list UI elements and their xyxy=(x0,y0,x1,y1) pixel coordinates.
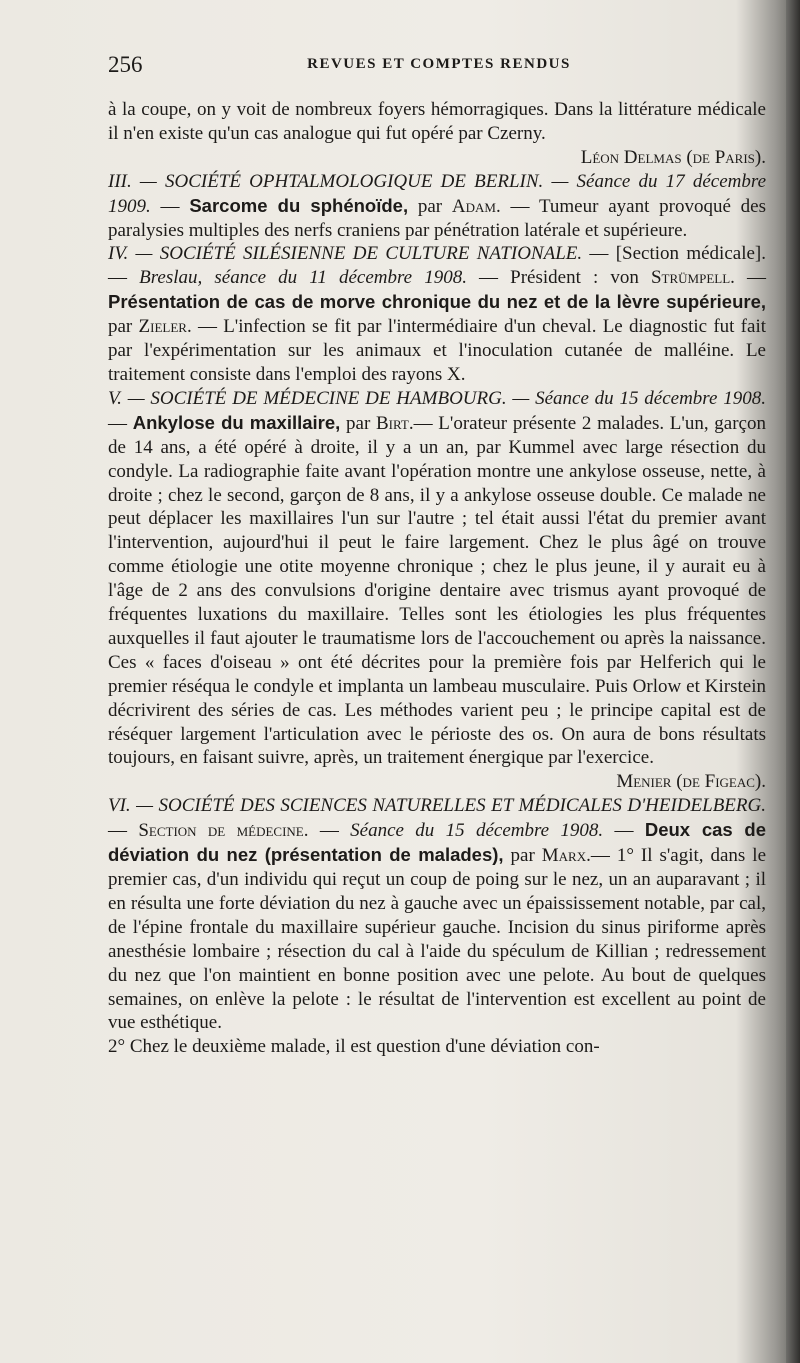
text-run: — xyxy=(150,195,190,217)
text-run: Adam. xyxy=(451,195,501,217)
text-run: par xyxy=(108,316,139,338)
text-run: — xyxy=(108,412,133,434)
text-run: Présentation de cas de morve chronique du nez et de la lèvre supérieure, xyxy=(108,291,766,313)
paragraph xyxy=(108,170,766,243)
running-head: REVUES ET COMPTES RENDUS xyxy=(307,56,571,72)
text-run: — Tumeur ayant provoqué des paralysies multiples des nerfs craniens par pénétration latérale et supérieure. xyxy=(108,195,767,241)
text-run: — xyxy=(108,820,139,842)
text-run: Zieler. xyxy=(138,316,192,338)
text-run: — xyxy=(308,820,351,842)
text-run: Deux cas de déviation du nez (présentation de malades), xyxy=(108,819,767,866)
text-run: Marx. xyxy=(541,845,591,867)
text-run: Menier (de Figeac). xyxy=(616,771,766,793)
text-run: V. — SOCIÉTÉ DE MÉDECINE DE HAMBOURG. — Séance du 15 décembre 1908. xyxy=(108,387,766,409)
text-run: — L'orateur présente 2 malades. L'un, garçon de 14 ans, a été opéré à droite, il y a un an, par Kummel avec large résection du condyle. La radiographie faite avant l'opération montre une ankylose osseuse, nette, à droite ; chez le second, garçon de 8 ans, il y a ankylose osseuse double. Ce malade ne peut déplacer les maxillaires l'un sur l'autre ; tel était aussi l'état du premier avant l'intervention, aujourd'hui il peut le faire largement. Chez le plus âgé on trouve comme étiologie une otite moyenne chronique ; chez le plus jeune, il y aurait eu à l'âge de 2 ans des convulsions d'origine dentaire avec trismus ayant provoqué de fréquentes luxations du maxillaire. Telles sont les étiologies les plus fréquentes auxquelles il faut ajouter le traumatisme lors de l'accouchement ou après la naissance. Ces « faces d'oiseau » ont été décrites pour la première fois par Helferich qui le premier réséqua le condyle et implanta un lambeau musculaire. Puis Orlow et Kirstein décrivirent des séries de cas. Les méthodes varient peu ; le principe capital est de réséquer largement l'articulation avec le périoste des os. On aura de bons résultats toujours, en faisant suivre, après, un traitement énergique par l'exercice. xyxy=(108,412,766,769)
page-binding-shadow xyxy=(786,0,800,1363)
text-run: VI. — SOCIÉTÉ DES SCIENCES NATURELLES ET MÉDICALES D'HEIDELBERG. xyxy=(108,795,766,817)
text-run: — [Section médicale]. — xyxy=(108,243,766,289)
text-run: par xyxy=(340,412,376,434)
paragraph xyxy=(108,98,766,146)
paragraph xyxy=(108,1035,766,1059)
text-run: — xyxy=(734,267,767,289)
text-run: Ankylose du maxillaire, xyxy=(132,411,341,433)
text-run: par xyxy=(408,195,452,217)
text-run: Breslau, séance du 11 décembre 1908. xyxy=(139,267,467,289)
text-run: — 1° Il s'agit, dans le premier cas, d'un individu qui reçut un coup de poing sur le nez, un an auparavant ; il en résulta une forte déviation du nez à gauche avec un épaississement notable, par cal, de l'épine frontale du maxillaire supérieur gauche. Incision du sinus piriforme après anesthésie lombaire ; résection du cal à l'aide du spéculum de Killian ; redressement du nez que l'on maintient en bonne position avec une pelote. Au bout de quelques semaines, on enlève la pelote : le résultat de l'intervention est excellent au point de vue esthétique. xyxy=(108,845,766,1034)
page-header xyxy=(108,52,770,82)
paragraph xyxy=(108,770,766,794)
text-run: — L'infection se fit par l'intermédiaire d'un cheval. Le diagnostic fut fait par l'expérimentation sur les animaux et l'inoculation cutanée de malléine. Le traitement consiste dans l'emploi des rayons X. xyxy=(108,316,766,385)
text-run: III. — SOCIÉTÉ OPHTALMOLOGIQUE DE BERLIN. — Séance du 17 décembre 1909. xyxy=(108,170,766,217)
text-run: Séance du 15 décembre 1908. xyxy=(350,820,604,842)
text-run: — Président : von xyxy=(466,267,651,289)
text-run: Birt. xyxy=(376,412,414,434)
paragraph xyxy=(108,146,766,170)
text-run: IV. — SOCIÉTÉ SILÉSIENNE DE CULTURE NATIONALE. xyxy=(108,243,583,265)
text-run: 2° Chez le deuxième malade, il est question d'une déviation con- xyxy=(108,1036,600,1058)
paragraph xyxy=(108,242,766,386)
text-run: Sarcome du sphénoïde, xyxy=(189,194,409,216)
page-number: 256 xyxy=(108,52,143,77)
text-run: à la coupe, on y voit de nombreux foyers hémorragiques. Dans la littérature médicale il n'en existe qu'un cas analogue qui fut opéré par Czerny. xyxy=(108,99,766,144)
text-run: — xyxy=(603,820,645,842)
text-run: par xyxy=(503,845,542,867)
text-run: Strümpell. xyxy=(650,267,735,289)
article-body xyxy=(108,98,766,1059)
text-run: Section de médecine. xyxy=(138,820,309,842)
text-run: Léon Delmas (de Paris). xyxy=(580,146,766,168)
paragraph xyxy=(108,794,766,1035)
paragraph xyxy=(108,387,766,771)
